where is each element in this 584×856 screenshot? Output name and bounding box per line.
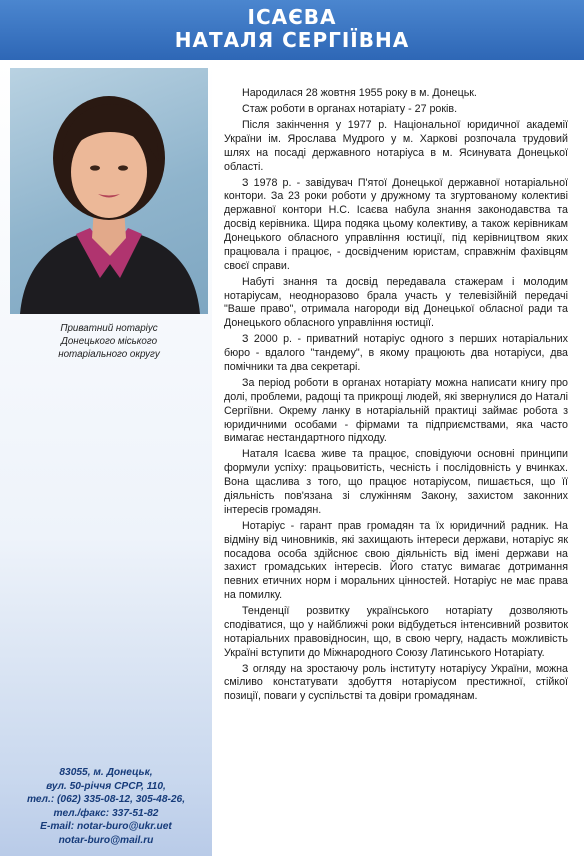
paragraph: Стаж роботи в органах нотаріату - 27 років.: [242, 103, 458, 116]
sidebar: [0, 60, 212, 856]
caption-line: нотаріального округу: [58, 349, 160, 360]
surname-heading: ІСАЄВА: [247, 5, 337, 29]
email-line-2[interactable]: notar-buro@mail.ru: [58, 834, 154, 846]
paragraph: За період роботи в органах нотаріату можна написати книгу про долі, проблеми, радощі та прикрощі людей, які звернулися до Наталі Сергіївни. Окрему ланку в нотаріальній практиці займає робота з юридичними особами - фірмами та підприємствами, яка часто вимагає нестандартного підходу.: [224, 377, 568, 445]
paragraph: З огляду на зростаючу роль інституту нотаріусу України, можна сміливо констатувати здобуття нотаріусом престижної, стійкої позиції, поваги у суспільстві та довіри громадянам.: [224, 662, 568, 703]
fax-line: тел./факс: 337-51-82: [53, 807, 159, 819]
portrait-photo: [10, 68, 208, 314]
phone-line: тел.: (062) 335-08-12, 305-48-26,: [26, 794, 186, 806]
biography-text: [224, 87, 568, 706]
paragraph: З 2000 р. - приватний нотаріус одного з перших нотаріальних бюро - вдалого "тандему", в якому працюють два нотаріуси, два помічники та два секретарі.: [224, 333, 568, 373]
name-heading: НАТАЛЯ СЕРГІЇВНА: [174, 28, 410, 52]
page-header: [0, 0, 584, 60]
paragraph: З 1978 р. - завідувач П'ятої Донецької державної нотаріальної контори. За 23 роки роботи у дружному та згуртованому колективі державної контори Н.С. Ісаєва набула знання законодавства та досвід керівника. Щира подяка цьому колективу, а також керівникам Донецького обласного управління юстиції, під керівництвом яких працювала і працює, - досвідченим юристам, справжнім фахівцям своєї справи.: [224, 176, 568, 272]
caption-line: Донецького міського: [60, 336, 158, 347]
paragraph: Наталя Ісаєва живе та працює, сповідуючи основні принципи формули успіху: працьовитість, чесність і послідовність у вчинках. Вона щаслива з того, що працює нотаріусом, пишається, що її діяльність пов'язана зі служінням Закону, захистом законних інтересів громадян.: [224, 448, 568, 516]
paragraph: Набуті знання та досвід передавала стажерам і молодим нотаріусам, неодноразово брала участь у телевізійній передачі "Ваше право", отримала нагороди від Донецької обласної ради та Донецького обласного управління юстиції.: [224, 275, 568, 330]
address-street: вул. 50-річчя СРСР, 110,: [46, 780, 166, 792]
paragraph: Тенденції розвитку українського нотаріату дозволяють сподіватися, що у найближчі роки відбудеться інтенсивний розвиток нотаріальних правовідносин, що, в свою чергу, надасть можливість Україні вступити до Міжнародного Союзу Латинського Нотаріату.: [224, 605, 568, 659]
portrait-illustration: [10, 68, 208, 314]
contact-info: [6, 766, 206, 848]
email-line[interactable]: E-mail: notar-buro@ukr.uet: [40, 821, 172, 833]
caption-line: Приватний нотаріус: [60, 323, 158, 334]
address-line: 83055, м. Донецьк,: [59, 767, 153, 778]
paragraph: Після закінчення у 1977 р. Національної юридичної академії України ім. Ярослава Мудрого у м. Харкові розпочала трудовий шлях на посаді державного нотаріуса в м. Ясинувата Донецької області.: [224, 119, 568, 173]
position-caption: [14, 322, 204, 361]
paragraph: Нотаріус - гарант прав громадян та їх юридичний радник. На відміну від чиновників, які захищають інтереси держави, нотаріус як посадова особа здійснює свою діяльність від імені держави на захист громадських інтересів. Його статус вимагає дотримання певних етичних норм і моральних цінностей. Нотаріус не має права на помилку.: [224, 519, 568, 602]
paragraph: Народилася 28 жовтня 1955 року в м. Донецьк.: [242, 87, 477, 99]
